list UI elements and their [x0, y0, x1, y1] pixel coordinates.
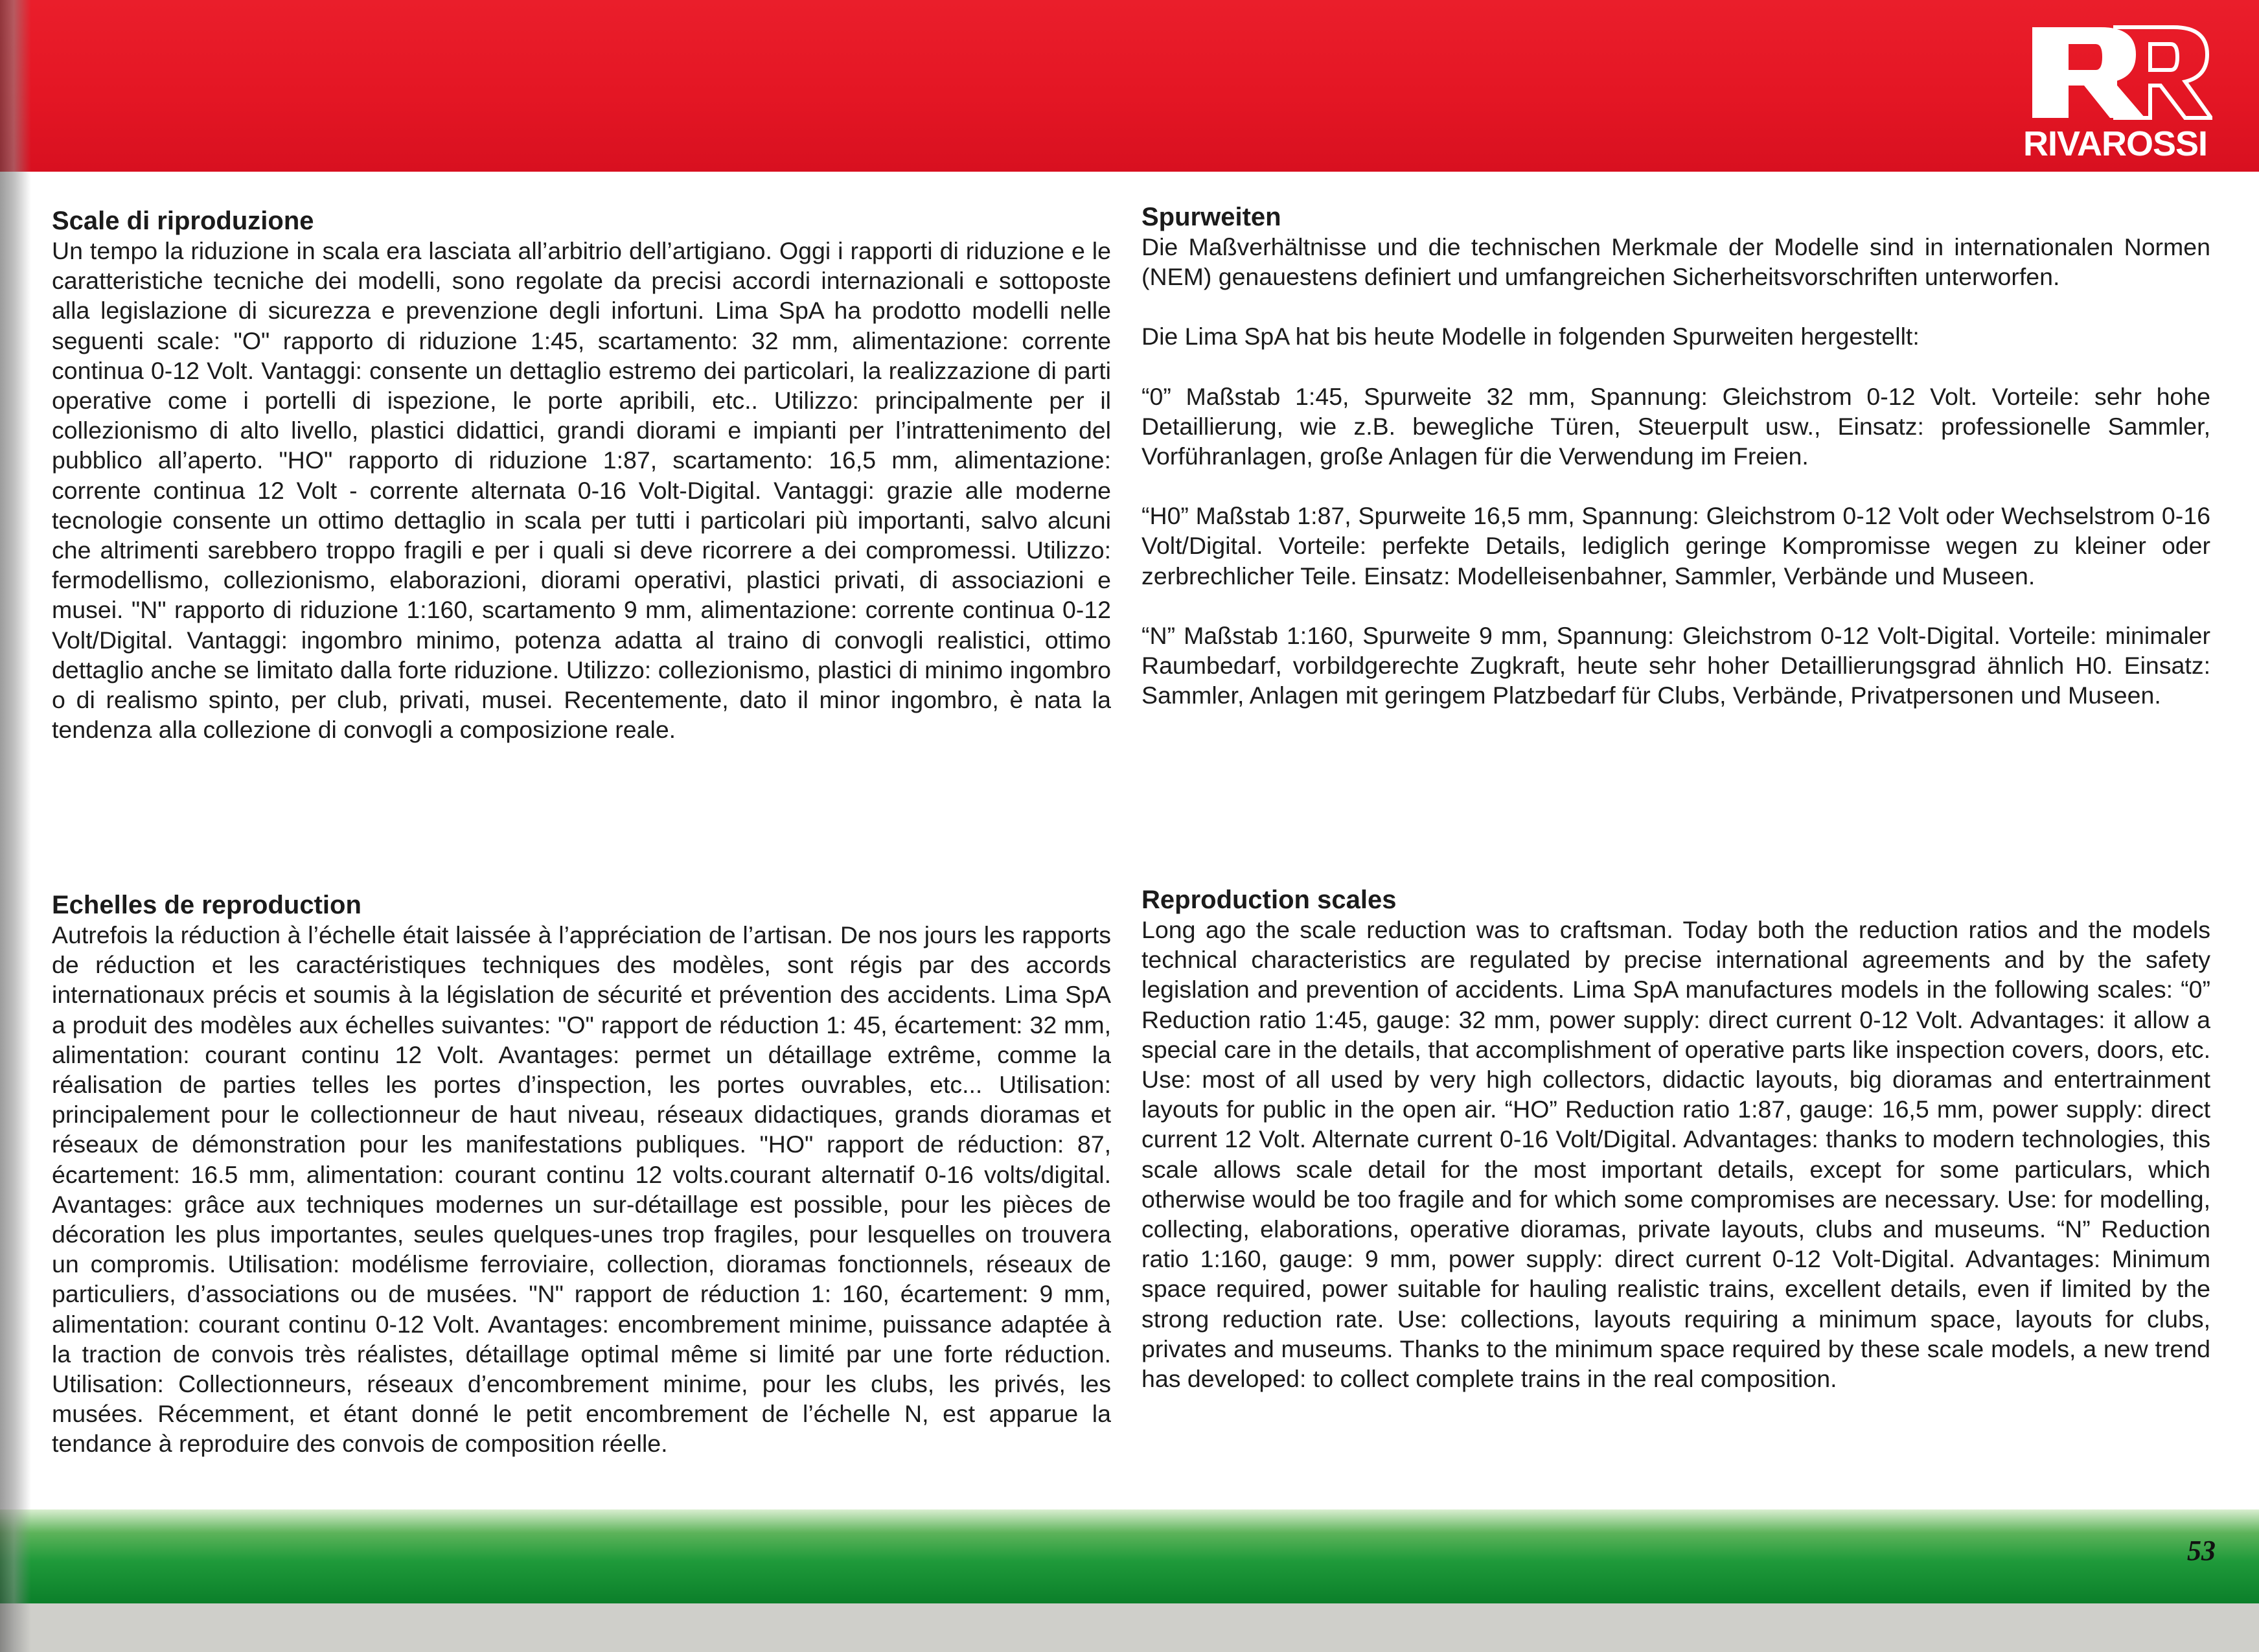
french-section [52, 890, 1111, 1459]
german-paragraph: “N” Maßstab 1:160, Spurweite 9 mm, Spannung: Gleichstrom 0-12 Volt-Digital. Vorteile: minimaler Raumbedarf, vorbildgerechte Zugkraft, heute sehr hoher Detaillierungsgrad ähnlich H0. Einsatz: Sammler, Anlagen mit geringem Platzbedarf für Clubs, Verbände, Privatpersonen und Museen. [1141, 621, 2210, 709]
german-paragraph: “H0” Maßstab 1:87, Spurweite 16,5 mm, Spannung: Gleichstrom 0-12 Volt oder Wechselstrom 0-16 Volt/Digital. Vorteile: perfekte Details, lediglich geringe Kompromisse wegen zu kleiner oder zerbrechlicher Teile. Einsatz: Modelleisenbahner, Sammler, Verbände und Museen. [1141, 502, 2210, 590]
german-heading: Spurweiten [1141, 203, 1281, 231]
brand-name: RIVAROSSI [2023, 124, 2208, 163]
italian-paragraph: Un tempo la riduzione in scala era lasciata all’arbitrio dell’artigiano. Oggi i rapporti di riduzione e le caratteristiche tecniche dei modelli, sono regolate da precisi accordi internazionali e sottoposte alla legislazione di sicurezza e prevenzione degli infortuni. Lima SpA ha prodotto modelli nelle seguenti scale: "O" rapporto di riduzione 1:45, scartamento: 32 mm, alimentazione: corrente continua 0-12 Volt. Vantaggi: consente un dettaglio estremo dei particolari, la realizzazione di parti operative come i portelli di ispezione, le porte apribili, etc.. Utilizzo: principalmente per il collezionismo di alto livello, plastici didattici, grandi diorami e impianti per l’intrattenimento del pubblico all’aperto. "HO" rapporto di riduzione 1:87, scartamento: 16,5 mm, alimentazione: corrente continua 12 Volt - corrente alternata 0-16 Volt-Digital. Vantaggi: grazie alle moderne tecnologie consente un ottimo dettaglio in scala per tutti i particolari più importanti, salvo alcuni che altrimenti sarebbero troppo fragili e per i quali si deve ricorrere a dei compromessi. Utilizzo: fermodellismo, collezionismo, elaborazioni, diorami operativi, plastici privati, di associazioni e musei. "N" rapporto di riduzione 1:160, scartamento 9 mm, alimentazione: corrente continua 0-12 Volt/Digital. Vantaggi: ingombro minimo, potenza adatta al traino di convogli realistici, ottimo dettaglio anche se limitato dalla forte riduzione. Utilizzo: collezionismo, plastici di minimo ingombro o di realismo spinto, per club, privati, musei. Recentemente, dato il minor ingombro, è nata la tendenza alla collezione di convogli a composizione reale. [52, 237, 1111, 744]
italian-section [52, 206, 1111, 744]
french-paragraph: Autrefois la réduction à l’échelle était laissée à l’appréciation de l’artisan. De nos jours les rapports de réduction et les caractéristiques techniques des modèles, sont régis par des accords internationaux précis et soumis à la législation de sécurité et prévention des accidents. Lima SpA a produit des modèles aux échelles suivantes: "O" rapport de réduction 1: 45, écartement: 32 mm, alimentation: courant continu 12 Volt. Avantages: permet un détaillage extrême, comme la réalisation de parties telles les portes d’inspection, les portes ouvrables, etc... Utilisation: principalement pour le collectionneur de haut niveau, réseaux didactiques, grands dioramas et réseaux de démonstration pour les manifestations publiques. "HO" rapport de réduction: 87, écartement: 16.5 mm, alimentation: courant continu 12 volts.courant alternatif 0-16 volts/digital. Avantages: grâce aux techniques modernes un sur-détaillage est possible, pour les pièces de décoration les plus importantes, seules quelques-unes trop fragiles, pour lesquelles on trouvera un compromis. Utilisation: modélisme ferroviaire, collection, dioramas fonctionnels, réseaux de particuliers, d’associations ou de musées. "N" rapport de réduction 1: 160, écartement: 9 mm, alimentation: courant continu 0-12 Volt. Avantages: encombrement minime, puissance adaptée à la traction de convois très réalistes, détaillage optimal même si limité par une forte réduction. Utilisation: Collectionneurs, réseaux d’encombrement minime, pour les clubs, les privés, les musées. Récemment, et étant donné le petit encombrement de l’échelle N, est apparue la tendance à reproduire des convois de composition réelle. [52, 921, 1111, 1458]
french-heading: Echelles de reproduction [52, 891, 361, 919]
page-bottom-edge [0, 1603, 2259, 1652]
italian-heading: Scale di riproduzione [52, 207, 314, 235]
german-section [1141, 202, 2210, 710]
english-paragraph: Long ago the scale reduction was to craftsman. Today both the reduction ratios and the models technical characteristics are regulated by precise international agreements and by the safety legislation and prevention of accidents. Lima SpA manufactures models in the following scales: “0” Reduction ratio 1:45, gauge: 32 mm, power supply: direct current 0-12 Volt. Advantages: it allow a special care in the details, that accomplishment of operative parts like inspection covers, doors, etc. Use: most of all used by very high collectors, didactic layouts, big dioramas and entertrainment layouts for public in the open air. “HO” Reduction ratio 1:87, gauge: 16,5 mm, power supply: direct current 12 Volt. Alternate current 0-16 Volt/Digital. Advantages: thanks to modern technologies, this scale allows scale detail for the most important details, except for some particulars, which otherwise would be too fragile and for which some compromises are necessary. Use: for modelling, collecting, elaborations, operative dioramas, private layouts, clubs and museums. “N” Reduction ratio 1:160, gauge: 9 mm, power supply: direct current 0-12 Volt-Digital. Advantages: Minimum space required, power suitable for hauling realistic trains, excellent details, even if limited by the strong reduction rate. Use: collections, layouts requiring a minimum space, layouts for clubs, privates and museums. Thanks to the minimum space required by these scale models, a new trend has developed: to collect complete trains in the real composition. [1141, 916, 2210, 1393]
english-heading: Reproduction scales [1141, 886, 1397, 914]
german-paragraph: “0” Maßstab 1:45, Spurweite 32 mm, Spannung: Gleichstrom 0-12 Volt. Vorteile: sehr hohe Detaillierung, wie z.B. bewegliche Türen, Steuerpult usw., Einsatz: professionelle Sammler, Vorführanlagen, große Anlagen für die Verwendung im Freien. [1141, 382, 2210, 470]
right-column [1141, 0, 2210, 1555]
german-paragraph: Die Maßverhältnisse und die technischen Merkmale der Modelle sind in internationalen Normen (NEM) genauestens definiert und umfangreichen Sicherheitsvorschriften unterworfen. [1141, 233, 2210, 291]
german-paragraph: Die Lima SpA hat bis heute Modelle in folgenden Spurweiten hergestellt: [1141, 323, 1920, 350]
english-section [1141, 885, 2210, 1394]
book-spine-shadow [0, 0, 31, 1652]
page-number: 53 [2187, 1535, 2216, 1566]
left-column [52, 0, 1111, 1555]
